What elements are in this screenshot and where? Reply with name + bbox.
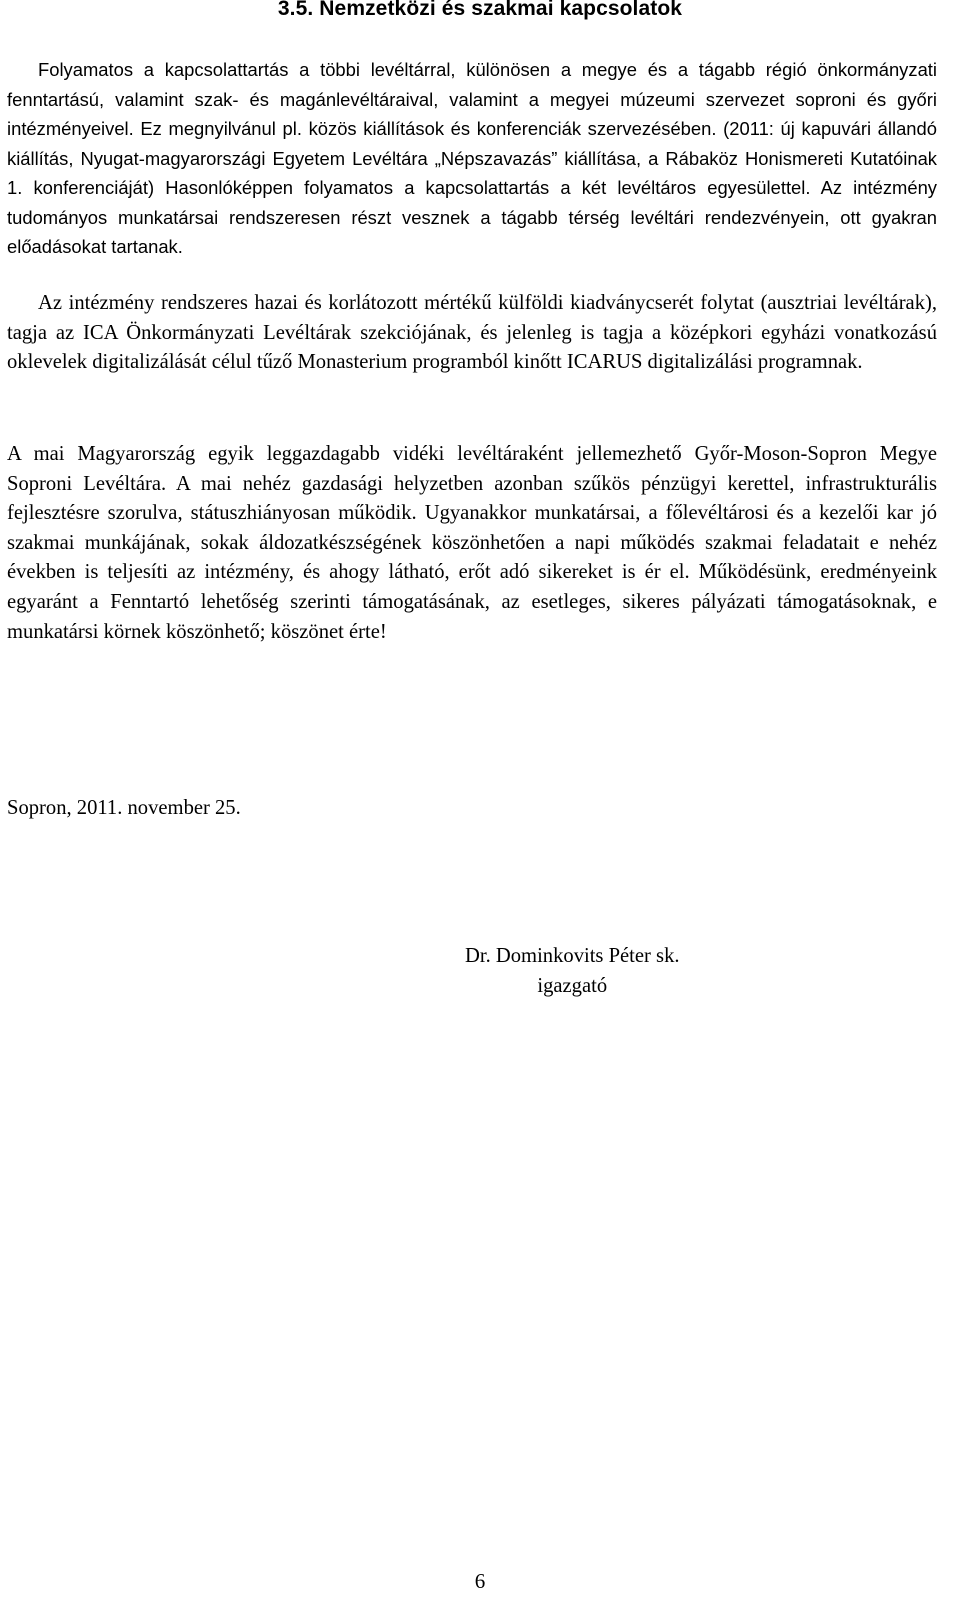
dateline: Sopron, 2011. november 25.	[7, 797, 241, 819]
section-heading: 3.5. Nemzetközi és szakmai kapcsolatok	[277, 0, 683, 20]
page-number: 6	[474, 1569, 486, 1593]
signature-block	[465, 941, 680, 1001]
signatory-name: Dr. Dominkovits Péter sk.	[465, 945, 680, 967]
signatory-title: igazgató	[537, 975, 608, 997]
paragraph-summary: A mai Magyarország egyik leggazdagabb vidéki levéltáraként jellemezhető Győr-Moson-Sopron Megye Soproni Levéltára. A mai nehéz gazdasági helyzetben azonban szűkös pénzügyi kerettel, infrastrukturális fejlesztésre szorulva, státuszhiányosan működik. Ugyanakkor munkatársai, a főlevéltárosi és a kezelői kar jó szakmai munkájának, sokak áldozatkészségének köszönhetően a napi működés szakmai feladatait e nehéz években is teljesíti az intézmény, és ahogy látható, erőt adó sikereket is ér el. Működésünk, eredményeink egyaránt a Fenntartó lehetőség szerinti támogatásának, az esetleges, sikeres pályázati támogatásoknak, e munkatársi körnek köszönhető; köszönet érte!	[7, 443, 937, 643]
paragraph-relations: Folyamatos a kapcsolattartás a többi levéltárral, különösen a megye és a tágabb régió önkormányzati fenntartású, valamint szak- és magánlevéltáraival, valamint a megyei múzeumi szervezet soproni és győri intézményeivel. Ez megnyilvánul pl. közös kiállítások és konferenciák szervezésében. (2011: új kapuvári állandó kiállítás, Nyugat-magyarországi Egyetem Levéltára „Népszavazás” kiállítása, a Rábaköz Honismereti Kutatóinak 1. konferenciáját) Hasonlóképpen folyamatos a kapcsolattartás a két levéltáros egyesülettel. Az intézmény tudományos munkatársai rendszeresen részt vesznek a tágabb térség levéltári rendezvényein, ott gyakran előadásokat tartanak.	[7, 59, 937, 257]
paragraph-exchange: Az intézmény rendszeres hazai és korlátozott mértékű külföldi kiadványcserét folytat (ausztriai levéltárak), tagja az ICA Önkormányzati Levéltárak szekciójának, és jelenleg is tagja a középkori egyházi vonatkozású oklevelek digitalizálását célul tűző Monasterium programból kinőtt ICARUS digitalizálási programnak.	[7, 292, 937, 374]
